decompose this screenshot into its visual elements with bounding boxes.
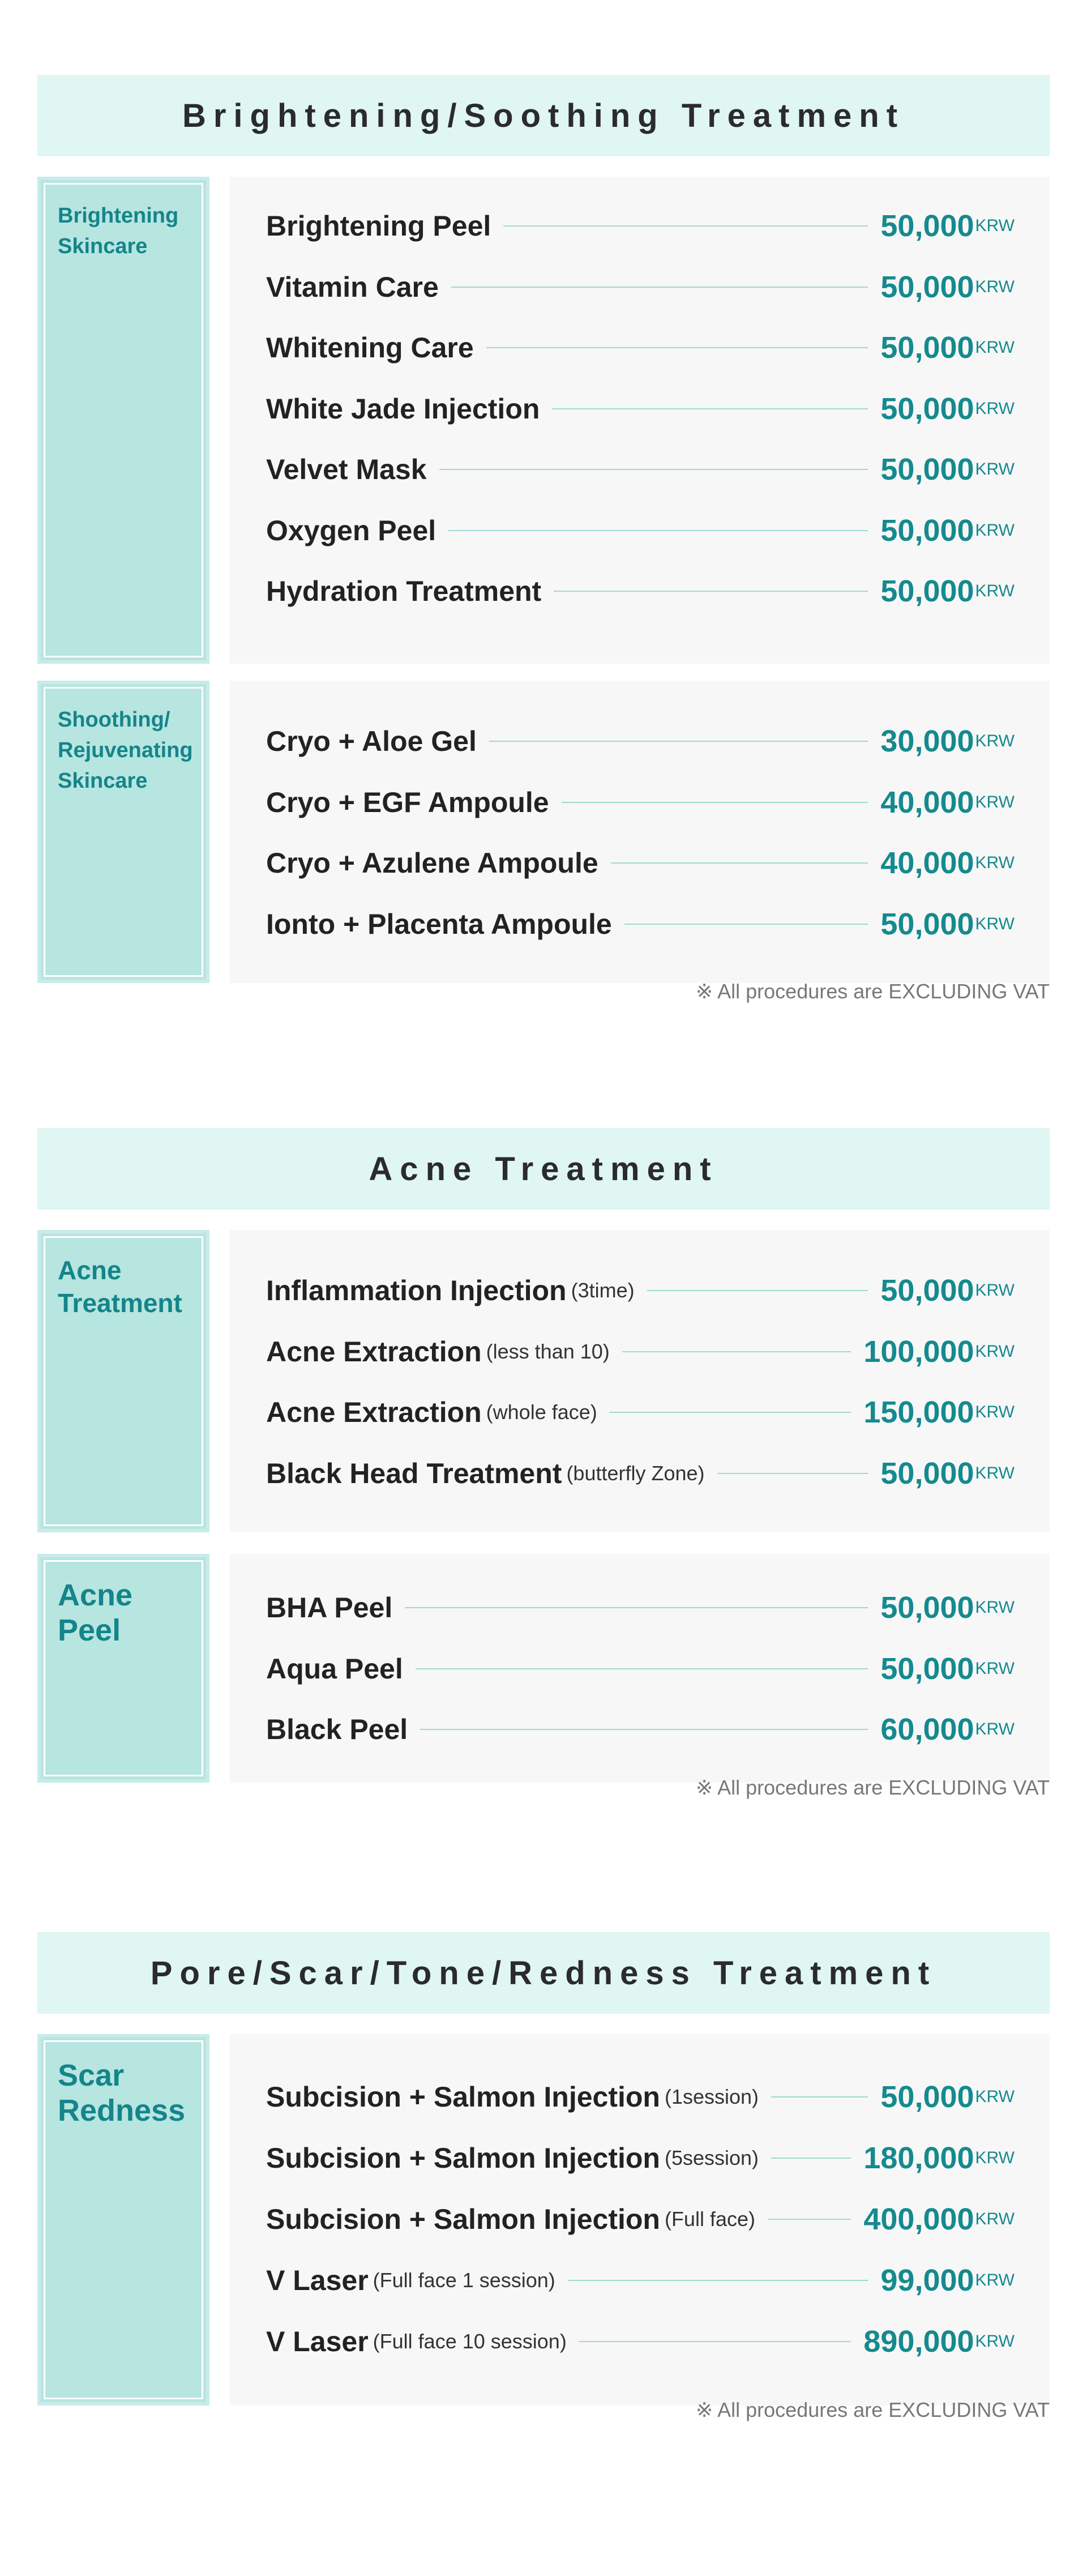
vat-note: ※ All procedures are EXCLUDING VAT [695,2398,1050,2421]
leader-line [451,287,868,288]
treatment-note: (whole face) [486,1400,597,1424]
currency-label: KRW [975,520,1015,540]
price-row [266,1271,1015,1310]
treatment-name: Inflammation Injection [266,1275,567,1306]
leader-line [771,2158,851,2159]
category-label: Shoothing/ Rejuvenating Skincare [58,708,193,793]
treatment-name: Vitamin Care [266,271,439,303]
treatment-price: 50,000 [880,1274,974,1308]
price-row [266,1710,1015,1749]
treatment-note: (butterfly Zone) [566,1461,705,1485]
price-row [266,843,1015,883]
treatment-group [37,681,1050,983]
leader-line [624,924,868,925]
category-box [37,681,209,983]
price-rows [266,1588,1015,1771]
treatment-price: 50,000 [880,1456,974,1490]
leader-line [486,347,868,348]
treatment-price: 50,000 [880,1591,974,1625]
treatment-price: 50,000 [880,513,974,548]
section-title: Pore/Scar/Tone/Redness Treatment [37,1932,1050,2014]
currency-label: KRW [975,1659,1015,1678]
price-row [266,2138,1015,2178]
price-rows [266,721,1015,965]
treatment-section [37,75,1050,1026]
leader-line [489,741,868,742]
treatment-note: (1session) [664,2085,759,2108]
vat-note: ※ All procedures are EXCLUDING VAT [695,980,1050,1003]
treatment-note: (less than 10) [486,1339,610,1363]
treatment-name: Brightening Peel [266,210,491,242]
vat-note: ※ All procedures are EXCLUDING VAT [695,1776,1050,1799]
treatment-name: Velvet Mask [266,454,427,485]
currency-label: KRW [975,1720,1015,1738]
treatment-note: (5session) [664,2146,759,2169]
treatment-name: Aqua Peel [266,1652,403,1685]
treatment-price: 60,000 [880,1712,974,1746]
price-row [266,1392,1015,1432]
leader-line [439,469,868,470]
leader-line [647,1290,868,1291]
price-row [266,1454,1015,1493]
currency-label: KRW [975,460,1015,479]
currency-label: KRW [975,582,1015,600]
price-row [266,206,1015,246]
treatment-note: (Full face) [664,2207,755,2231]
treatment-section [37,1128,1050,1822]
treatment-group [37,177,1050,664]
treatment-price: 50,000 [880,907,974,941]
price-row [266,783,1015,822]
leader-line [611,862,868,864]
treatment-price: 50,000 [880,2080,974,2114]
treatment-price: 180,000 [863,2141,974,2175]
treatment-name: Ionto + Placenta Ampoule [266,908,612,940]
treatment-group [37,1554,1050,1783]
treatment-name: Acne Extraction [266,1335,482,1368]
treatment-name: Subcision + Salmon Injection [266,2203,660,2235]
treatment-name: Cryo + EGF Ampoule [266,786,549,818]
currency-label: KRW [975,1281,1015,1300]
treatment-price: 40,000 [880,846,974,880]
treatment-price: 50,000 [880,452,974,486]
treatment-name: BHA Peel [266,1592,393,1624]
treatment-name: Subcision + Salmon Injection [266,2081,660,2113]
treatment-price: 50,000 [880,1651,974,1686]
leader-line [622,1351,851,1352]
leader-line [771,2096,868,2097]
treatment-note: (Full face 1 session) [373,2269,555,2292]
price-row [266,267,1015,307]
leader-line [554,591,868,592]
currency-label: KRW [975,2271,1015,2289]
leader-line [768,2219,851,2220]
treatment-note: (3time) [571,1279,635,1302]
currency-label: KRW [975,399,1015,418]
price-panel [230,2034,1050,2406]
treatment-price: 890,000 [863,2325,974,2359]
price-panel [230,177,1050,664]
treatment-name: Oxygen Peel [266,514,436,546]
category-label: Scar Redness [58,2058,186,2128]
leader-line [416,1668,868,1669]
treatment-group [37,2034,1050,2406]
currency-label: KRW [975,216,1015,235]
leader-line [552,408,868,409]
treatment-name: White Jade Injection [266,392,540,425]
leader-line [420,1729,868,1730]
price-row [266,328,1015,368]
treatment-price: 50,000 [880,331,974,365]
category-box [37,177,209,664]
leader-line [503,225,868,227]
leader-line [448,530,868,531]
currency-label: KRW [975,1463,1015,1483]
treatment-name: Cryo + Aloe Gel [266,725,477,757]
treatment-name: Black Peel [266,1714,408,1745]
treatment-name: Whitening Care [266,332,474,364]
category-label: Brightening Skincare [58,204,179,258]
currency-label: KRW [975,2087,1015,2106]
treatment-group [37,1230,1050,1532]
treatment-name: Hydration Treatment [266,575,542,607]
price-rows [266,1271,1015,1514]
price-rows [266,206,1015,633]
price-row [266,389,1015,429]
currency-label: KRW [975,1598,1015,1617]
leader-line [610,1412,851,1413]
currency-label: KRW [975,277,1015,296]
price-panel [230,1230,1050,1532]
price-row [266,571,1015,611]
treatment-name: V Laser [266,2326,369,2357]
price-row [266,1588,1015,1627]
price-panel [230,681,1050,983]
category-label: Acne Treatment [58,1255,182,1318]
price-row [266,2322,1015,2361]
currency-label: KRW [975,732,1015,750]
currency-label: KRW [975,338,1015,357]
currency-label: KRW [975,2332,1015,2351]
currency-label: KRW [975,914,1015,933]
leader-line [562,802,868,803]
treatment-name: Subcision + Salmon Injection [266,2142,660,2174]
treatment-name: Black Head Treatment [266,1457,562,1489]
section-title: Acne Treatment [37,1128,1050,1210]
price-rows [266,2077,1015,2383]
treatment-price: 30,000 [880,724,974,758]
price-row [266,1649,1015,1689]
treatment-price: 50,000 [880,209,974,243]
price-row [266,721,1015,761]
price-row [266,450,1015,489]
treatment-price: 150,000 [863,1395,974,1429]
currency-label: KRW [975,1342,1015,1361]
price-row [266,511,1015,550]
currency-label: KRW [975,2148,1015,2167]
treatment-note: (Full face 10 session) [373,2330,567,2353]
treatment-name: Cryo + Azulene Ampoule [266,847,598,879]
leader-line [579,2341,851,2342]
category-label: Acne Peel [58,1578,133,1647]
currency-label: KRW [975,853,1015,872]
category-box [37,1554,209,1783]
price-row [266,1332,1015,1372]
treatment-price: 50,000 [880,391,974,426]
leader-line [717,1473,868,1474]
treatment-price: 100,000 [863,1334,974,1369]
treatment-price: 400,000 [863,2202,974,2236]
treatment-name: V Laser [266,2265,369,2296]
currency-label: KRW [975,2210,1015,2228]
category-box [37,1230,209,1532]
price-row [266,2261,1015,2300]
treatment-price: 40,000 [880,785,974,819]
leader-line [405,1607,868,1608]
price-row [266,904,1015,944]
category-box [37,2034,209,2406]
treatment-price: 50,000 [880,574,974,608]
treatment-price: 99,000 [880,2263,974,2297]
price-row [266,2199,1015,2239]
price-row [266,2077,1015,2117]
currency-label: KRW [975,1403,1015,1421]
treatment-price: 50,000 [880,270,974,304]
section-title: Brightening/Soothing Treatment [37,75,1050,156]
leader-line [568,2280,868,2281]
currency-label: KRW [975,792,1015,811]
treatment-name: Acne Extraction [266,1396,482,1428]
treatment-section [37,1932,1050,2445]
price-panel [230,1554,1050,1783]
